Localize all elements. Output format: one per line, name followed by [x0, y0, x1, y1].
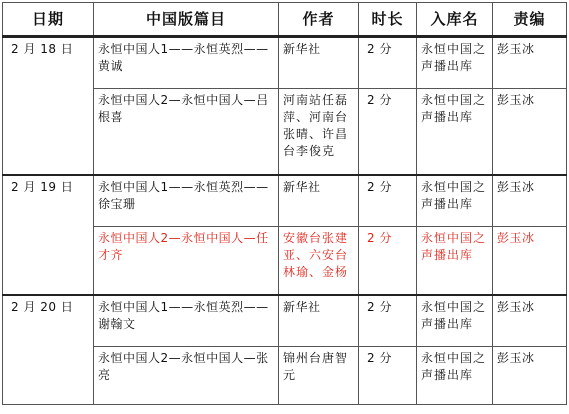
library-cell: 永恒中国之声播出库 — [417, 227, 493, 295]
editor-cell: 彭玉冰 — [493, 175, 567, 227]
duration-cell: 2 分 — [359, 175, 417, 227]
title-cell: 永恒中国人1——永恒英烈——黄诚 — [94, 37, 279, 89]
editor-cell: 彭玉冰 — [493, 347, 567, 405]
title-cell: 永恒中国人2—永恒中国人—任才齐 — [94, 227, 279, 295]
library-cell: 永恒中国之声播出库 — [417, 175, 493, 227]
duration-cell: 2 分 — [359, 295, 417, 347]
title-cell: 永恒中国人2—永恒中国人—张亮 — [94, 347, 279, 405]
header-editor: 责编 — [493, 3, 567, 37]
table-row — [3, 295, 567, 347]
header-library: 入库名 — [417, 3, 493, 37]
title-cell: 永恒中国人1——永恒英烈——谢翰文 — [94, 295, 279, 347]
header-date: 日期 — [3, 3, 94, 37]
table-row — [3, 37, 567, 89]
date-cell: 2 月 19 日 — [3, 175, 94, 295]
header-title: 中国版篇目 — [94, 3, 279, 37]
date-cell: 2 月 20 日 — [3, 295, 94, 405]
duration-cell: 2 分 — [359, 347, 417, 405]
duration-cell: 2 分 — [359, 37, 417, 89]
editor-cell: 彭玉冰 — [493, 295, 567, 347]
author-cell: 安徽台张建亚、六安台林瑜、金杨 — [279, 227, 359, 295]
duration-cell: 2 分 — [359, 89, 417, 175]
title-cell: 永恒中国人2—永恒中国人—吕根喜 — [94, 89, 279, 175]
library-cell: 永恒中国之声播出库 — [417, 37, 493, 89]
editor-cell: 彭玉冰 — [493, 37, 567, 89]
header-author: 作者 — [279, 3, 359, 37]
schedule-table — [2, 2, 567, 405]
author-cell: 新华社 — [279, 295, 359, 347]
table-row — [3, 175, 567, 227]
author-cell: 锦州台唐智元 — [279, 347, 359, 405]
author-cell: 河南站任磊萍、河南台张晴、许昌台李俊克 — [279, 89, 359, 175]
editor-cell: 彭玉冰 — [493, 89, 567, 175]
header-duration: 时长 — [359, 3, 417, 37]
title-cell: 永恒中国人1——永恒英烈——徐宝珊 — [94, 175, 279, 227]
duration-cell: 2 分 — [359, 227, 417, 295]
library-cell: 永恒中国之声播出库 — [417, 89, 493, 175]
editor-cell: 彭玉冰 — [493, 227, 567, 295]
author-cell: 新华社 — [279, 37, 359, 89]
library-cell: 永恒中国之声播出库 — [417, 347, 493, 405]
library-cell: 永恒中国之声播出库 — [417, 295, 493, 347]
date-cell: 2 月 18 日 — [3, 37, 94, 175]
header-row — [3, 3, 567, 37]
author-cell: 新华社 — [279, 175, 359, 227]
